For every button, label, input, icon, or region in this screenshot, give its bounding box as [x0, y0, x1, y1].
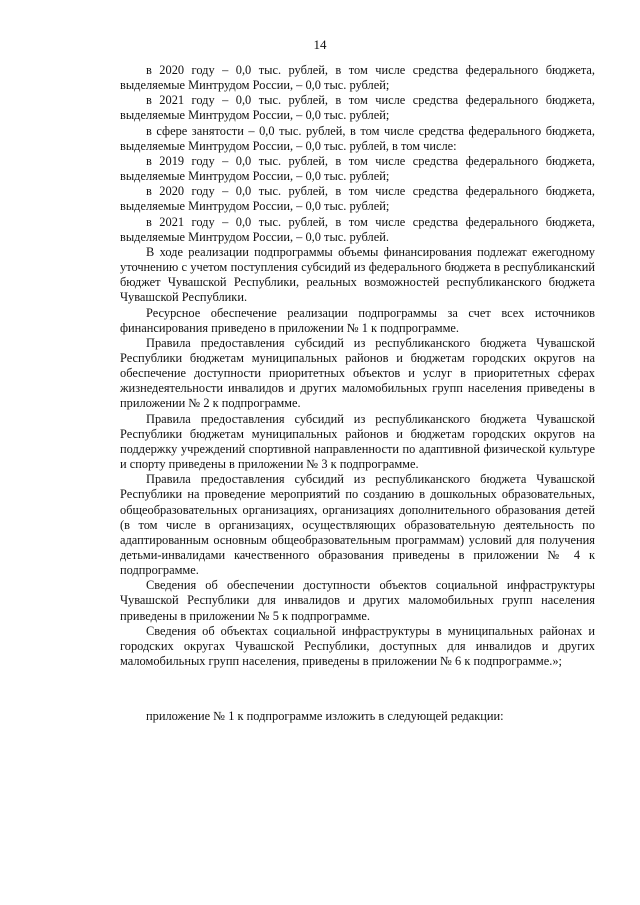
paragraph: в сфере занятости – 0,0 тыс. рублей, в том числе средства федерального бюджета, выделяемые Минтрудом России, – 0,0 тыс. рублей, в том числе:	[120, 123, 595, 153]
paragraph: Правила предоставления субсидий из республиканского бюджета Чувашской Республики на проведение мероприятий по созданию в дошкольных образовательных, общеобразовательных организациях, организациях дополнительного образования детей (в том числе в организациях, осуществляющих образовательную деятельность по адаптированным основным общеобразовательным программам) условий для получения детьми-инвалидами качественного образования приведены в приложении № 4 к подпрограмме.	[120, 472, 595, 578]
final-instruction: приложение № 1 к подпрограмме изложить в следующей редакции:	[146, 709, 504, 724]
body-text	[120, 63, 595, 724]
paragraph: в 2019 году – 0,0 тыс. рублей, в том числе средства федерального бюджета, выделяемые Минтрудом России, – 0,0 тыс. рублей;	[120, 153, 595, 184]
paragraph: Сведения об объектах социальной инфраструктуры в муниципальных районах и городских округах Чувашской Республики, доступных для инвалидов и других маломобильных групп населения, приведены в приложении № 6 к подпрограмме.»;	[120, 623, 595, 669]
page-number: 14	[313, 37, 327, 52]
paragraph: Ресурсное обеспечение реализации подпрограммы за счет всех источников финансирования приведено в приложении № 1 к подпрограмме.	[120, 305, 595, 335]
paragraph: в 2020 году – 0,0 тыс. рублей, в том числе средства федерального бюджета, выделяемые Минтрудом России, – 0,0 тыс. рублей;	[120, 184, 595, 214]
paragraph: в 2021 году – 0,0 тыс. рублей, в том числе средства федерального бюджета, выделяемые Минтрудом России, – 0,0 тыс. рублей;	[120, 93, 595, 123]
paragraph: Сведения об обеспечении доступности объектов социальной инфраструктуры Чувашской Республики для инвалидов и других маломобильных групп населения приведены в приложении № 5 к подпрограмме.	[120, 578, 595, 623]
paragraph: в 2021 году – 0,0 тыс. рублей, в том числе средства федерального бюджета, выделяемые Минтрудом России, – 0,0 тыс. рублей.	[120, 214, 595, 244]
paragraph: Правила предоставления субсидий из республиканского бюджета Чувашской Республики бюджетам муниципальных районов и бюджетам городских округов на обеспечение доступности приоритетных объектов и услуг в приоритетных сферах жизнедеятельности инвалидов и других маломобильных групп населения приведены в приложении № 2 к подпрограмме.	[120, 335, 595, 411]
paragraph: В ходе реализации подпрограммы объемы финансирования подлежат ежегодному уточнению с учетом поступления субсидий из федерального бюджета в республиканский бюджет Чувашской Республики, реальных возможностей республиканского бюджета Чувашской Республики.	[120, 244, 595, 305]
paragraph: в 2020 году – 0,0 тыс. рублей, в том числе средства федерального бюджета, выделяемые Минтрудом России, – 0,0 тыс. рублей;	[120, 63, 595, 93]
paragraph: Правила предоставления субсидий из республиканского бюджета Чувашской Республики бюджетам муниципальных районов и бюджетам городских округов на поддержку учреждений спортивной направленности по адаптивной физической культуре и спорту приведены в приложении № 3 к подпрограмме.	[120, 411, 595, 472]
